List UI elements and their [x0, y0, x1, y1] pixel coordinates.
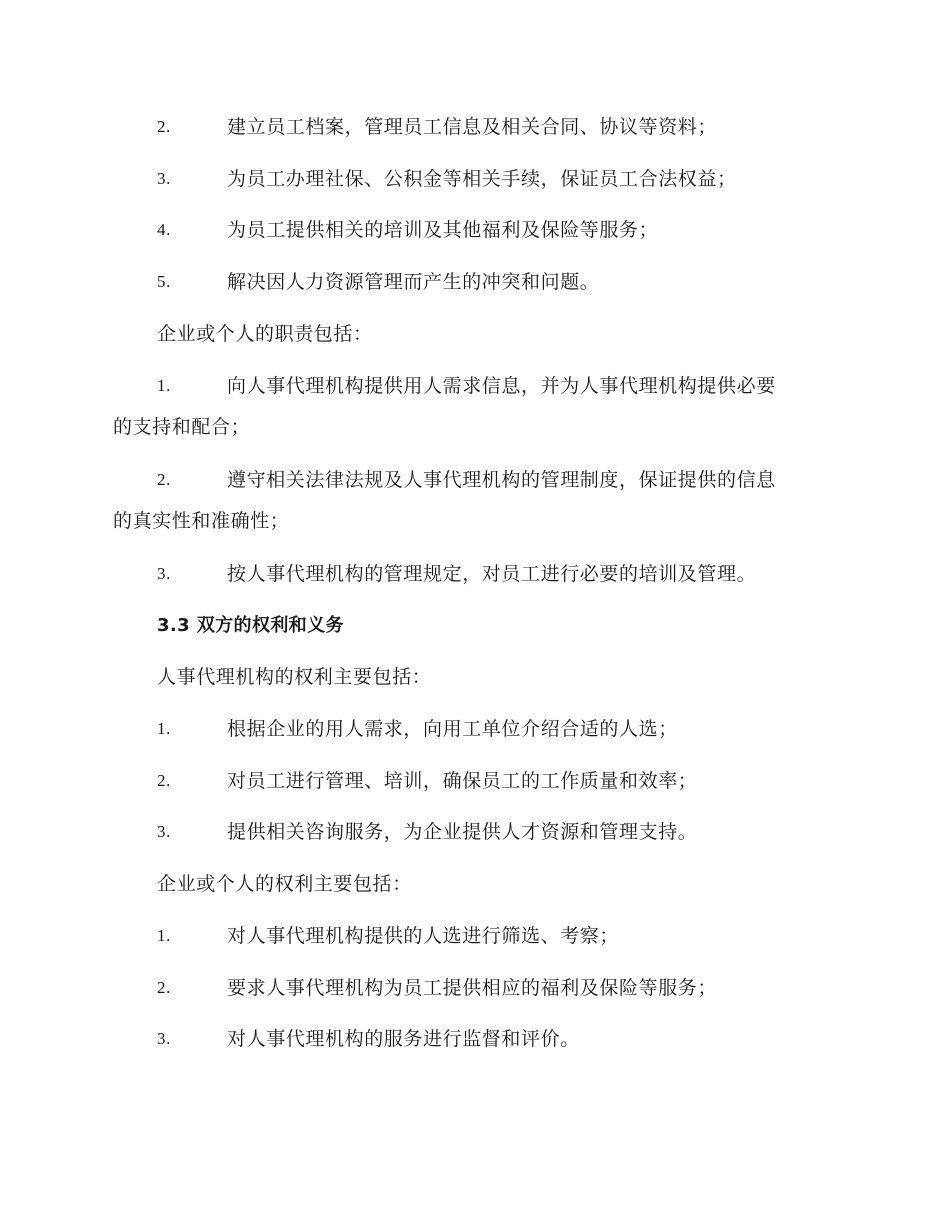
- list-number: 3.: [157, 822, 171, 841]
- list-number: 3.: [157, 1029, 171, 1048]
- list-number: 2.: [157, 470, 171, 489]
- list-text: 要求人事代理机构为员工提供相应的福利及保险等服务；: [227, 977, 718, 999]
- list-item-continuation: 的真实性和准确性；: [113, 510, 290, 532]
- list-text: 为员工办理社保、公积金等相关手续，保证员工合法权益；: [227, 168, 737, 190]
- list-text: 向人事代理机构提供用人需求信息，并为人事代理机构提供必要: [227, 375, 776, 397]
- list-text: 根据企业的用人需求，向用工单位介绍合适的人选；: [227, 718, 678, 740]
- list-number: 1.: [157, 719, 171, 738]
- list-text: 建立员工档案，管理员工信息及相关合同、协议等资料；: [227, 116, 718, 138]
- list-text: 解决因人力资源管理而产生的冲突和问题。: [227, 271, 600, 293]
- list-number: 4.: [157, 220, 171, 239]
- list-text: 对人事代理机构提供的人选进行筛选、考察；: [227, 925, 620, 947]
- list-number: 5.: [157, 272, 171, 291]
- list-text: 为员工提供相关的培训及其他福利及保险等服务；: [227, 219, 659, 241]
- list-text: 按人事代理机构的管理规定，对员工进行必要的培训及管理。: [227, 563, 757, 585]
- list-text: 遵守相关法律法规及人事代理机构的管理制度，保证提供的信息: [227, 469, 776, 491]
- section-heading: 3.3 双方的权利和义务: [157, 615, 344, 636]
- list-number: 2.: [157, 771, 171, 790]
- list-text: 对员工进行管理、培训，确保员工的工作质量和效率；: [227, 770, 698, 792]
- list-item-continuation: 的支持和配合；: [113, 416, 251, 438]
- list-number: 2.: [157, 978, 171, 997]
- list-text: 提供相关咨询服务，为企业提供人才资源和管理支持。: [227, 821, 698, 843]
- paragraph-intro: 企业或个人的权利主要包括：: [157, 873, 412, 895]
- list-text: 对人事代理机构的服务进行监督和评价。: [227, 1028, 580, 1050]
- list-number: 1.: [157, 376, 171, 395]
- list-number: 3.: [157, 564, 171, 583]
- list-number: 2.: [157, 117, 171, 136]
- list-number: 3.: [157, 169, 171, 188]
- paragraph-intro: 人事代理机构的权利主要包括：: [157, 666, 432, 688]
- list-number: 1.: [157, 926, 171, 945]
- paragraph-intro: 企业或个人的职责包括：: [157, 323, 373, 345]
